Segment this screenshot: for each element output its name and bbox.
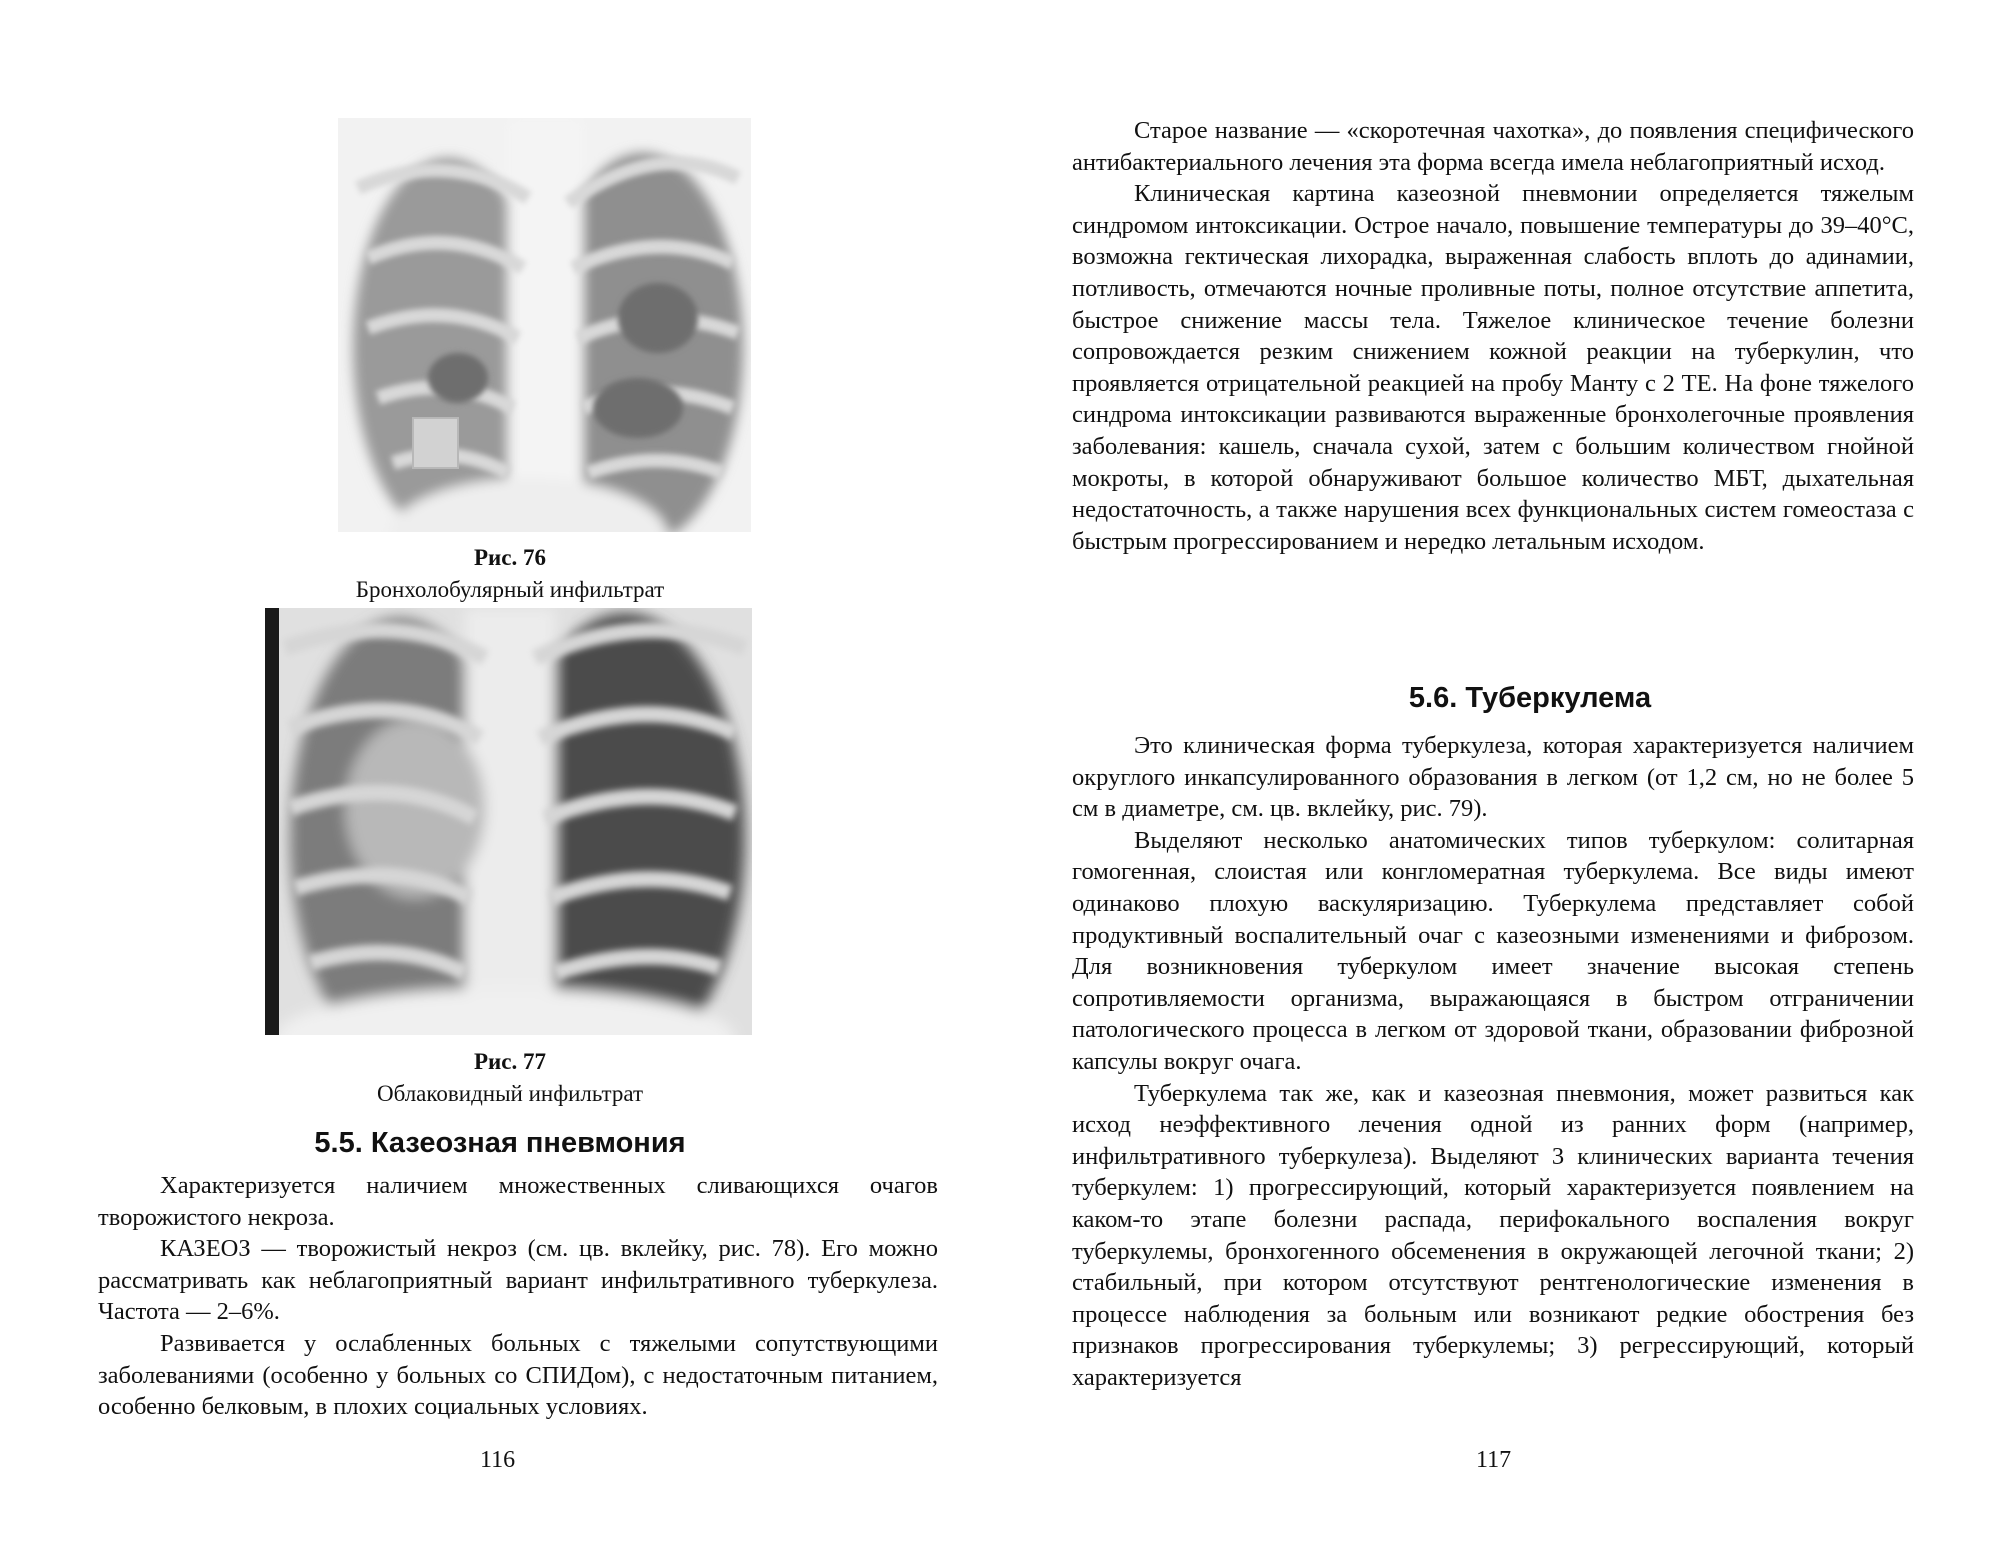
- paragraph: Выделяют несколько анатомических типов туберкулом: солитарная гомогенная, слоистая или конгломератная туберкулема. Все виды имеют одинаково плохую васкуляризацию. Туберкулема представляет собой продуктивный воспалительный очаг с казеозными изменениями и фиброзом. Для возникновения туберкулом имеет значение высокая степень сопротивляемости организма, выражающаяся в быстром отграничении патологического процесса в легком от здоровой ткани, образовании фиброзной капсулы вокруг очага.: [1072, 826, 1914, 1075]
- paragraph: Характеризуется наличием множественных сливающихся очагов творожистого некроза.: [98, 1172, 938, 1231]
- page-number-right: 117: [1476, 1447, 1512, 1473]
- right-page: [1000, 0, 2000, 1559]
- figure-76-number: Рис. 76: [473, 545, 546, 570]
- left-body-text: [98, 1170, 938, 1423]
- right-body-text-bottom: [1072, 730, 1914, 1393]
- paragraph: Туберкулема так же, как и казеозная пневмония, может развиться как исход неэффективного лечения одной из ранних форм (например, инфильтративного туберкулеза). Выделяют 3 клинических варианта течения туберкулем: 1) прогрессирующий, который характеризуется появлением на каком-то этапе болезни распада, перифокального воспаления вокруг туберкулемы, бронхогенного обсеменения в окружающей легочной ткани; 2) стабильный, при котором отсутствуют рентгенологические изменения в процессе наблюдения за больным или возникают редкие обострения без признаков прогрессирования туберкулемы; 3) регрессирующий, который характеризуется: [1072, 1079, 1914, 1391]
- xray-figure-77: [265, 608, 752, 1035]
- page-number-left: 116: [480, 1447, 516, 1473]
- paragraph: Старое название — «скоротечная чахотка», до появления специфического антибактериального лечения эта форма всегда имела неблагоприятный исход.: [1072, 117, 1914, 176]
- figure-76-caption: [300, 542, 720, 606]
- figure-76-title: Бронхолобулярный инфильтрат: [355, 577, 665, 602]
- section-heading-caseous-pneumonia: 5.5. Казеозная пневмония: [314, 1127, 686, 1159]
- chest-xray-image: [265, 608, 752, 1035]
- chest-xray-image: [338, 118, 751, 532]
- figure-77-number: Рис. 77: [473, 1049, 546, 1074]
- figure-77-caption: [300, 1046, 720, 1110]
- paragraph: КАЗЕОЗ — творожистый некроз (см. цв. вклейку, рис. 78). Его можно рассматривать как неблагоприятный вариант инфильтративного туберкулеза. Частота — 2–6%.: [98, 1235, 938, 1326]
- paragraph: Клиническая картина казеозной пневмонии определяется тяжелым синдромом интоксикации. Острое начало, повышение температуры до 39–40°С, возможна гектическая лихорадка, выраженная слабость вплоть до адинамии, потливость, отмечаются ночные проливные поты, полное отсутствие аппетита, быстрое снижение массы тела. Тяжелое клиническое течение болезни сопровождается резким снижением кожной реакции на туберкулин, что проявляется отрицательной реакцией на пробу Манту с 2 ТЕ. На фоне тяжелого синдрома интоксикации развиваются выраженные бронхолегочные проявления заболевания: кашель, сначала сухой, затем с большим количеством гнойной мокроты, в которой обнаруживают большое количество МБТ, дыхательная недостаточность, а также нарушения всех функциональных систем гомеостаза с быстрым прогрессированием и нередко летальным исходом.: [1072, 180, 1914, 555]
- paragraph: Развивается у ослабленных больных с тяжелыми сопутствующими заболеваниями (особенно у больных со СПИДом), с недостаточным питанием, особенно белковым, в плохих социальных условиях.: [98, 1329, 938, 1421]
- right-body-text-top: [1072, 115, 1914, 557]
- figure-77-title: Облаковидный инфильтрат: [376, 1081, 644, 1106]
- xray-figure-76: [338, 118, 751, 532]
- paragraph: Это клиническая форма туберкулеза, которая характеризуется наличием округлого инкапсулированного образования в легком (от 1,2 см, но не более 5 см в диаметре, см. цв. вклейку, рис. 79).: [1072, 732, 1914, 823]
- section-heading-tuberculoma: 5.6. Туберкулема: [1408, 682, 1652, 714]
